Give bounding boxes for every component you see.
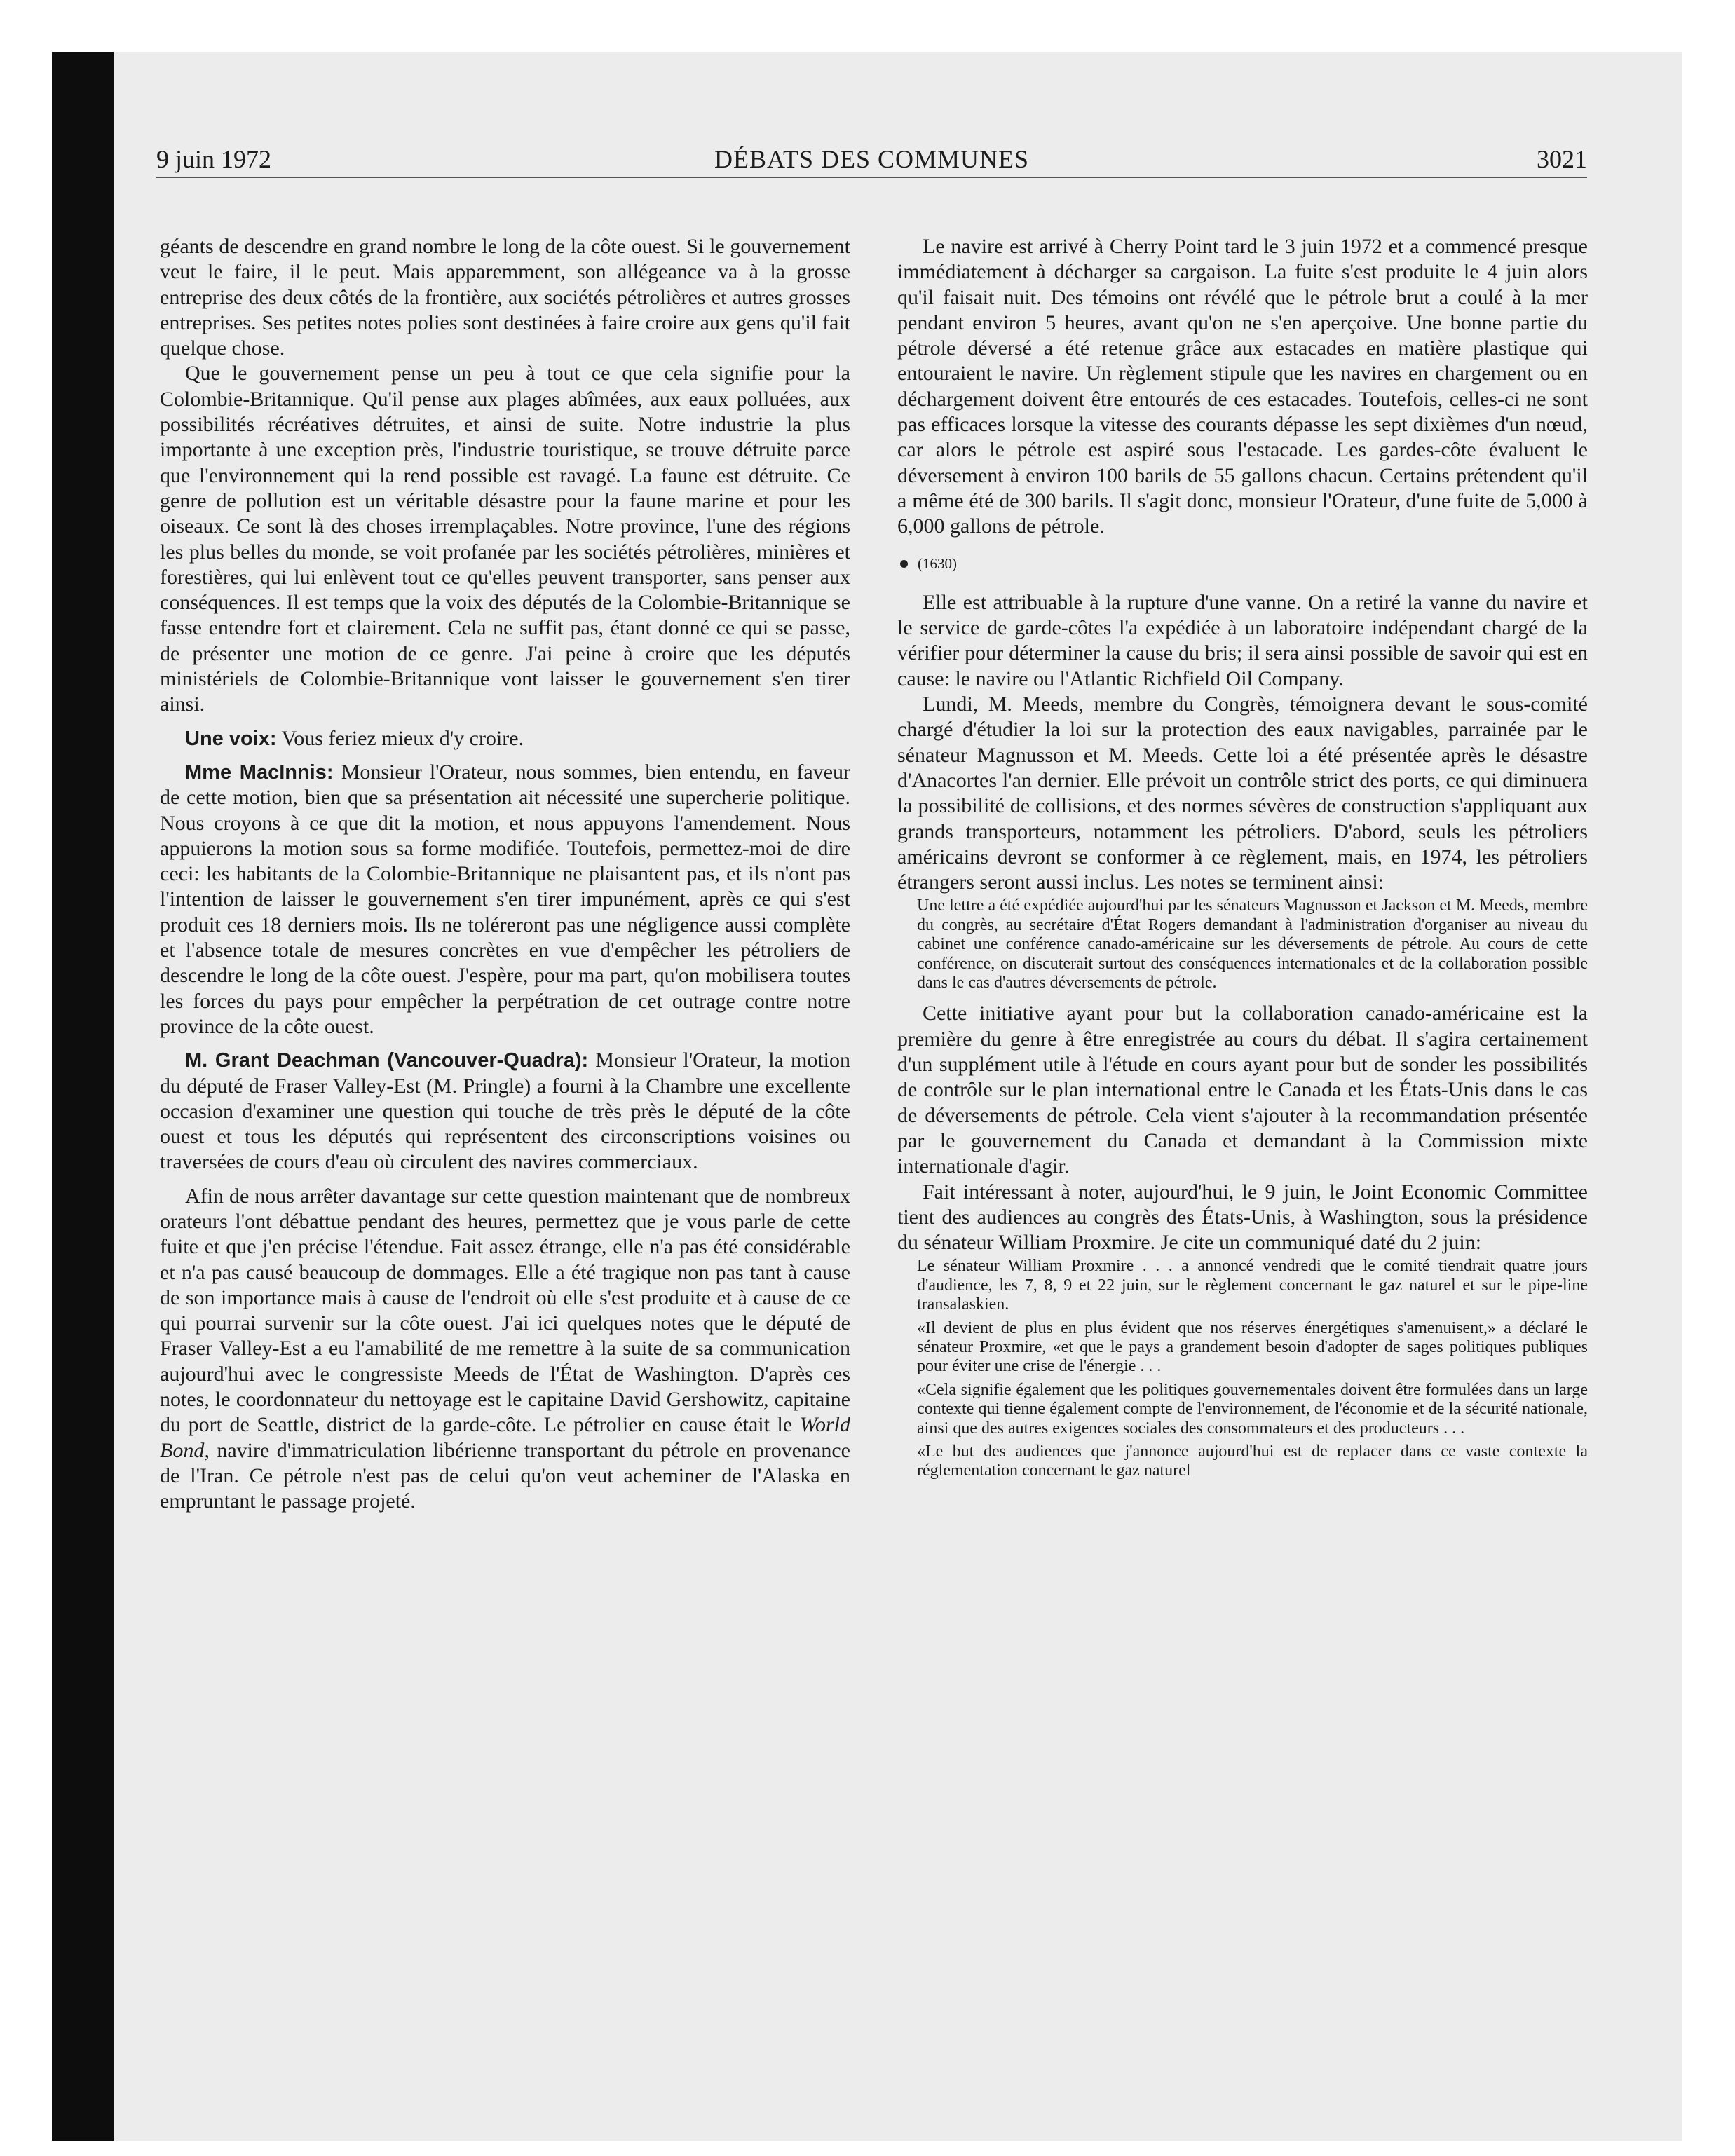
paragraph: Elle est attribuable à la rupture d'une vanne. On a retiré la vanne du navire et le service de garde-côtes l'a expédiée à un laboratoire indépendant chargé de la vérifier pour déterminer la cause du bris; il sera ainsi possible de savoir qui est en cause: le navire ou l'Atlantic Richfield Oil Company. [897,590,1588,690]
bullet-icon [900,560,908,568]
block-quote: «Le but des audiences que j'annonce aujourd'hui est de replacer dans ce vaste contexte la réglementation concernant le gaz naturel [917,1442,1588,1480]
paragraph: Cette initiative ayant pour but la collaboration canado-américaine est la première du genre à être enregistrée au cours du débat. Il s'agira certainement d'un supplément utile à l'étude en cours ayant pour but de sonder les possibilités de contrôle sur le plan international entre le Canada et les États-Unis dans le cas de déversements de pétrole. Cela vient s'ajouter à la recommandation présentée par le gouvernement du Canada et demandant à la Commission mixte internationale d'agir. [897,1002,1588,1178]
speech-text: Monsieur l'Orateur, la motion du député de Fraser Valley-Est (M. Pringle) a fourni à la Chambre une excellente occasion d'examiner une question qui touche de très près le député de la côte ouest et tous les députés qui représentent des circonscriptions voisines ou traversées de cours d'eau où circulent des navires commerciaux. [160,1049,851,1174]
speech [160,1048,850,1175]
speech-text: Vous feriez mieux d'y croire. [281,726,524,750]
paragraph: Fait intéressant à noter, aujourd'hui, le 9 juin, le Joint Economic Committee tient des audiences au congrès des États-Unis, à Washington, sous la présidence du sénateur William Proxmire. Je cite un communiqué daté du 2 juin: [897,1180,1588,1255]
paragraph: Lundi, M. Meeds, membre du Congrès, témoignera devant le sous-comité chargé d'étudier la loi sur la protection des eaux navigables, parrainée par le sénateur Magnusson et M. Meeds. Cette loi a été présentée après le désastre d'Anacortes l'an dernier. Elle prévoit un contrôle strict des ports, ce qui diminuera la possibilité de collisions, et des normes sévères de construction s'appliquant aux grands transporteurs, notamment les pétroliers. D'abord, seuls les pétroliers américains devront se conformer à ce règlement, mais, en 1974, les pétroliers étrangers seront aussi inclus. Les notes se terminent ainsi: [897,692,1588,894]
header-page-number: 3021 [1537,145,1587,173]
paragraph-text: navire d'immatriculation libérienne transportant du pétrole en provenance de l'Iran. Ce pétrole n'est pas de celui qu'on veut acheminer de l'Alaska en empruntant le passage projeté. [160,1438,850,1513]
speech [160,726,850,751]
speech-text: Monsieur l'Orateur, nous sommes, bien entendu, en faveur de cette motion, bien que sa présentation ait nécessité une supercherie politique. Nous croyons à ce que dit la motion, et nous appuyons l'amendement. Nous appuierons la motion sous sa forme modifiée. Toutefois, permettez-moi de dire ceci: les habitants de la Colombie-Britannique ne plaisantent pas, et ils n'ont pas l'intention de laisser le gouvernement s'en tirer impunément, après ce qui s'est produit ces 18 derniers mois. Ils ne toléreront pas une négligence aussi complète et l'absence totale de mesures concrètes en vue d'empêcher les pétroliers de descendre le long de la côte ouest. J'espère, pour ma part, qu'on mobilisera toutes les forces du pays pour empêcher la perpétration de cet outrage contre notre province de la côte ouest. [160,760,851,1038]
ship-name: World Bond, [160,1413,851,1462]
paragraph [160,1184,850,1515]
header-date: 9 juin 1972 [156,145,272,173]
paragraph: Que le gouvernement pense un peu à tout ce que cela signifie pour la Colombie-Britannique. Qu'il pense aux plages abîmées, aux eaux polluées, aux possibilités récréatives détruites, et ainsi de suite. Notre industrie la plus importante à une exception près, l'industrie touristique, se trouve détruite parce que l'environnement qui la rend possible est ravagé. La faune est détruite. Ce genre de pollution est un véritable désastre pour la faune marine et pour les oiseaux. Ce sont là des choses irremplaçables. Notre province, l'une des régions les plus belles du monde, se voit profanée par les sociétés pétrolières, minières et forestières, qui lui enlèvent tout ce qu'elles peuvent transporter, sans penser aux conséquences. Il est temps que la voix des députés de la Colombie-Britannique se fasse entendre fort et clairement. Cela ne suffit pas, étant donné ce qui se passe, de présenter une motion de ce genre. J'ai peine à croire que les députés ministériels de Colombie-Britannique vont laisser le gouvernement s'en tirer ainsi. [160,362,850,716]
header-title: DÉBATS DES COMMUNES [714,145,1030,173]
paragraph: géants de descendre en grand nombre le long de la côte ouest. Si le gouvernement veut le faire, il le peut. Mais apparemment, son allégeance va à la grosse entreprise des deux côtés de la frontière, aux sociétés pétrolières et autres grosses entreprises. Ses petites notes polies sont destinées à faire croire aux gens qu'il fait quelque chose. [160,235,850,360]
speaker-name: Une voix: [185,727,277,750]
paragraph-text: Afin de nous arrêter davantage sur cette question maintenant que de nombreux orateurs l'ont débattue pendant des heures, permettez que je vous parle de cette fuite et que j'en précise l'étendue. Fait assez étrange, elle n'a pas été considérable et n'a pas causé beaucoup de dommages. Elle a été tragique non pas tant à cause de son importance mais à cause de l'endroit où elle s'est produite et à cause de ce qui pourrai survenir sur la côte ouest. J'ai ici quelques notes que le député de Fraser Valley-Est a eu l'amabilité de me remettre à la suite de sa communication aujourd'hui avec le congressiste Meeds de l'État de Washington. D'après ces notes, le coordonnateur du nettoyage est le capitaine David Gershowitz, capitaine du port de Seattle, district de la garde-côte. Le pétrolier en cause était le [160,1184,850,1437]
scan-border [52,52,114,2141]
block-quote: Une lettre a été expédiée aujourd'hui par les sénateurs Magnusson et Jackson et M. Meeds, membre du congrès, au secrétaire d'État Rogers demandant à l'administration d'organiser au niveau du cabinet une conférence canado-américaine sur les déversements de pétrole. Au cours de cette conférence, on discuterait surtout des conséquences internationales et de la collaboration possible dans le cas d'autres déversements de pétrole. [917,896,1588,992]
block-quote: Le sénateur William Proxmire . . . a annoncé vendredi que le comité tiendrait quatre jours d'audience, les 7, 8, 9 et 22 juin, sur le règlement concernant le gaz naturel et sur le pipe-line transalaskien. [917,1257,1588,1314]
left-column [160,234,850,1515]
paragraph: Le navire est arrivé à Cherry Point tard le 3 juin 1972 et a commencé presque immédiatement à décharger sa cargaison. La fuite s'est produite le 4 juin alors qu'il faisait nuit. Des témoins ont révélé que le pétrole brut a coulé à la mer pendant environ 5 heures, avant qu'on ne s'en aperçoive. Une bonne partie du pétrole déversé a été retenue grâce aux estacades en matière plastique qui entouraient le navire. Un règlement stipule que les navires en chargement ou en déchargement doivent être entourés de ces estacades. Toutefois, celles-ci ne sont pas efficaces lorsque la vitesse des courants dépasse les sept dixièmes d'un nœud, car alors le pétrole est aspiré sous l'estacade. Les gardes-côte évaluent le déversement à environ 100 barils de 55 gallons chacun. Certains prétendent qu'il a même été de 300 barils. Il s'agit donc, monsieur l'Orateur, d'une fuite de 5,000 à 6,000 gallons de pétrole. [897,235,1588,538]
right-column [897,234,1588,1485]
speech [160,760,850,1039]
timestamp [897,551,1588,576]
block-quote: «Il devient de plus en plus évident que nos réserves énergétiques s'amenuisent,» a déclaré le sénateur Proxmire, «et que le pays a grandement besoin d'adopter de sages politiques publiques pour éviter une crise de l'énergie . . . [917,1318,1588,1376]
timestamp-text: (1630) [918,554,957,572]
speaker-name: Mme MacInnis: [185,760,334,784]
speaker-name: M. Grant Deachman (Vancouver-Quadra): [185,1049,589,1072]
block-quote: «Cela signifie également que les politiques gouvernementales doivent être formulées dans un large contexte qui tienne également compte de l'environnement, de l'économie et de la sécurité nationale, ainsi que des autres exigences sociales des consommateurs et des producteurs . . . [917,1380,1588,1438]
page-header [156,140,1587,178]
